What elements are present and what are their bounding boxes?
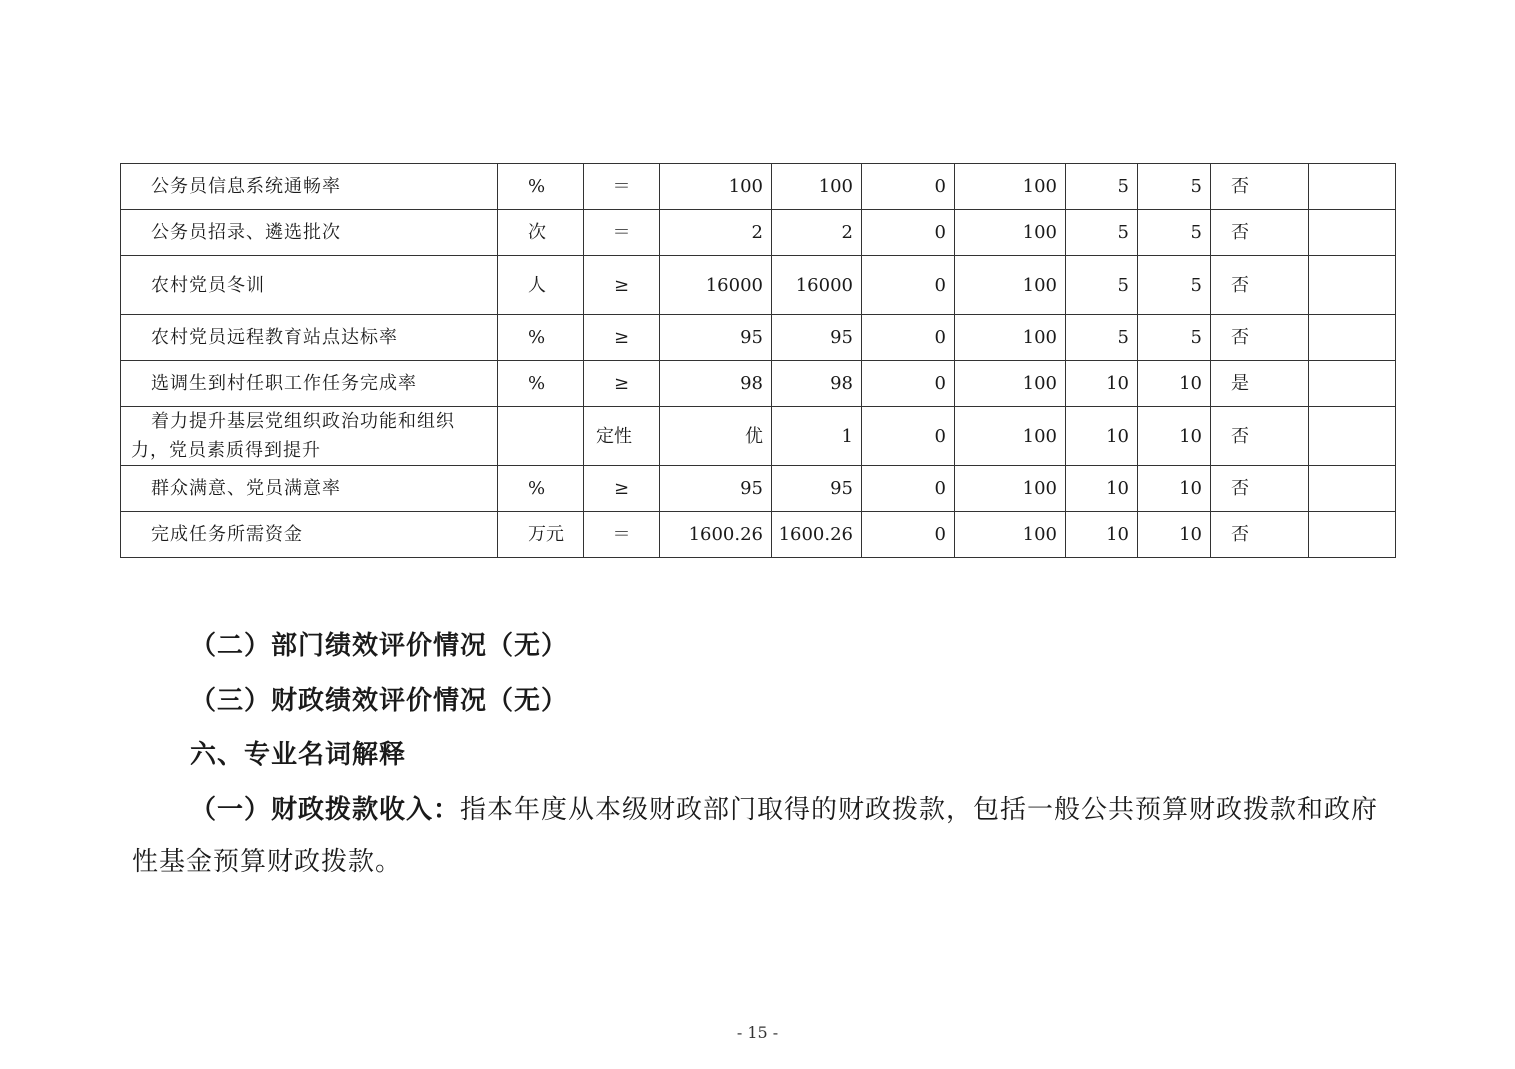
- target-value: 95: [660, 315, 772, 361]
- indicator-unit: [498, 407, 584, 466]
- indicator-operator: ≥: [584, 361, 660, 407]
- value-col-4: 10: [1138, 361, 1211, 407]
- value-col-2: 100: [955, 210, 1066, 256]
- note-cell: [1309, 210, 1396, 256]
- indicator-operator: ≥: [584, 256, 660, 315]
- table-row: [121, 512, 1396, 558]
- value-col-4: 10: [1138, 407, 1211, 466]
- value-col-2: 100: [955, 466, 1066, 512]
- value-col-1: 0: [862, 256, 955, 315]
- target-value: 2: [660, 210, 772, 256]
- value-col-1: 0: [862, 361, 955, 407]
- table-row: [121, 210, 1396, 256]
- indicator-unit: %: [498, 466, 584, 512]
- actual-value: 1: [772, 407, 862, 466]
- performance-indicator-table: [120, 163, 1396, 558]
- table-row: [121, 256, 1396, 315]
- target-value: 16000: [660, 256, 772, 315]
- value-col-3: 5: [1066, 315, 1138, 361]
- core-indicator-flag: 否: [1211, 512, 1309, 558]
- value-col-4: 10: [1138, 512, 1211, 558]
- target-value: 95: [660, 466, 772, 512]
- target-value: 优: [660, 407, 772, 466]
- term-definition: 指本年度从本级财政部门取得的财政拨款，包括一般公共预算财政拨款和政府性基金预算财政拨款。: [132, 795, 1379, 877]
- target-value: 100: [660, 164, 772, 210]
- page-number: - 15 -: [736, 1023, 779, 1042]
- indicator-unit: 次: [498, 210, 584, 256]
- indicator-operator: ＝: [584, 164, 660, 210]
- indicator-unit: 人: [498, 256, 584, 315]
- term-definition-paragraph: [132, 784, 1382, 888]
- core-indicator-flag: 否: [1211, 164, 1309, 210]
- value-col-3: 10: [1066, 407, 1138, 466]
- actual-value: 100: [772, 164, 862, 210]
- table-row: [121, 164, 1396, 210]
- note-cell: [1309, 361, 1396, 407]
- table-body: [121, 164, 1396, 558]
- value-col-1: 0: [862, 407, 955, 466]
- indicator-operator: ≥: [584, 315, 660, 361]
- indicator-unit: %: [498, 164, 584, 210]
- table-row: [121, 407, 1396, 466]
- indicator-name: 着力提升基层党组织政治功能和组织力，党员素质得到提升: [121, 407, 498, 466]
- actual-value: 2: [772, 210, 862, 256]
- note-cell: [1309, 315, 1396, 361]
- value-col-4: 5: [1138, 164, 1211, 210]
- value-col-1: 0: [862, 315, 955, 361]
- indicator-name: 农村党员远程教育站点达标率: [121, 315, 498, 361]
- actual-value: 1600.26: [772, 512, 862, 558]
- actual-value: 16000: [772, 256, 862, 315]
- indicator-name: 公务员信息系统通畅率: [121, 164, 498, 210]
- note-cell: [1309, 164, 1396, 210]
- indicator-operator: ＝: [584, 512, 660, 558]
- indicator-name: 农村党员冬训: [121, 256, 498, 315]
- table-row: [121, 315, 1396, 361]
- target-value: 1600.26: [660, 512, 772, 558]
- core-indicator-flag: 否: [1211, 407, 1309, 466]
- actual-value: 95: [772, 466, 862, 512]
- indicator-operator: 定性: [584, 407, 660, 466]
- value-col-2: 100: [955, 407, 1066, 466]
- note-cell: [1309, 256, 1396, 315]
- note-cell: [1309, 407, 1396, 466]
- indicator-unit: 万元: [498, 512, 584, 558]
- actual-value: 95: [772, 315, 862, 361]
- note-cell: [1309, 512, 1396, 558]
- value-col-2: 100: [955, 164, 1066, 210]
- indicator-operator: ＝: [584, 210, 660, 256]
- core-indicator-flag: 是: [1211, 361, 1309, 407]
- target-value: 98: [660, 361, 772, 407]
- value-col-3: 5: [1066, 164, 1138, 210]
- core-indicator-flag: 否: [1211, 256, 1309, 315]
- actual-value: 98: [772, 361, 862, 407]
- value-col-1: 0: [862, 164, 955, 210]
- term-name: （一）财政拨款收入：: [190, 795, 461, 825]
- value-col-2: 100: [955, 256, 1066, 315]
- value-col-3: 10: [1066, 466, 1138, 512]
- value-col-2: 100: [955, 512, 1066, 558]
- value-col-4: 5: [1138, 315, 1211, 361]
- value-col-2: 100: [955, 315, 1066, 361]
- value-col-4: 5: [1138, 256, 1211, 315]
- value-col-3: 10: [1066, 361, 1138, 407]
- indicator-name: 选调生到村任职工作任务完成率: [121, 361, 498, 407]
- value-col-2: 100: [955, 361, 1066, 407]
- indicator-name: 完成任务所需资金: [121, 512, 498, 558]
- indicator-operator: ≥: [584, 466, 660, 512]
- value-col-1: 0: [862, 210, 955, 256]
- note-cell: [1309, 466, 1396, 512]
- indicator-unit: %: [498, 315, 584, 361]
- glossary-heading: 六、专业名词解释: [190, 740, 407, 770]
- value-col-4: 10: [1138, 466, 1211, 512]
- indicator-name: 公务员招录、遴选批次: [121, 210, 498, 256]
- value-col-4: 5: [1138, 210, 1211, 256]
- core-indicator-flag: 否: [1211, 315, 1309, 361]
- value-col-1: 0: [862, 512, 955, 558]
- value-col-1: 0: [862, 466, 955, 512]
- core-indicator-flag: 否: [1211, 466, 1309, 512]
- value-col-3: 10: [1066, 512, 1138, 558]
- value-col-3: 5: [1066, 210, 1138, 256]
- value-col-3: 5: [1066, 256, 1138, 315]
- indicator-unit: %: [498, 361, 584, 407]
- table-row: [121, 361, 1396, 407]
- dept-eval-heading: （二）部门绩效评价情况（无）: [190, 631, 569, 661]
- core-indicator-flag: 否: [1211, 210, 1309, 256]
- indicator-name: 群众满意、党员满意率: [121, 466, 498, 512]
- fiscal-eval-heading: （三）财政绩效评价情况（无）: [190, 686, 569, 716]
- table-row: [121, 466, 1396, 512]
